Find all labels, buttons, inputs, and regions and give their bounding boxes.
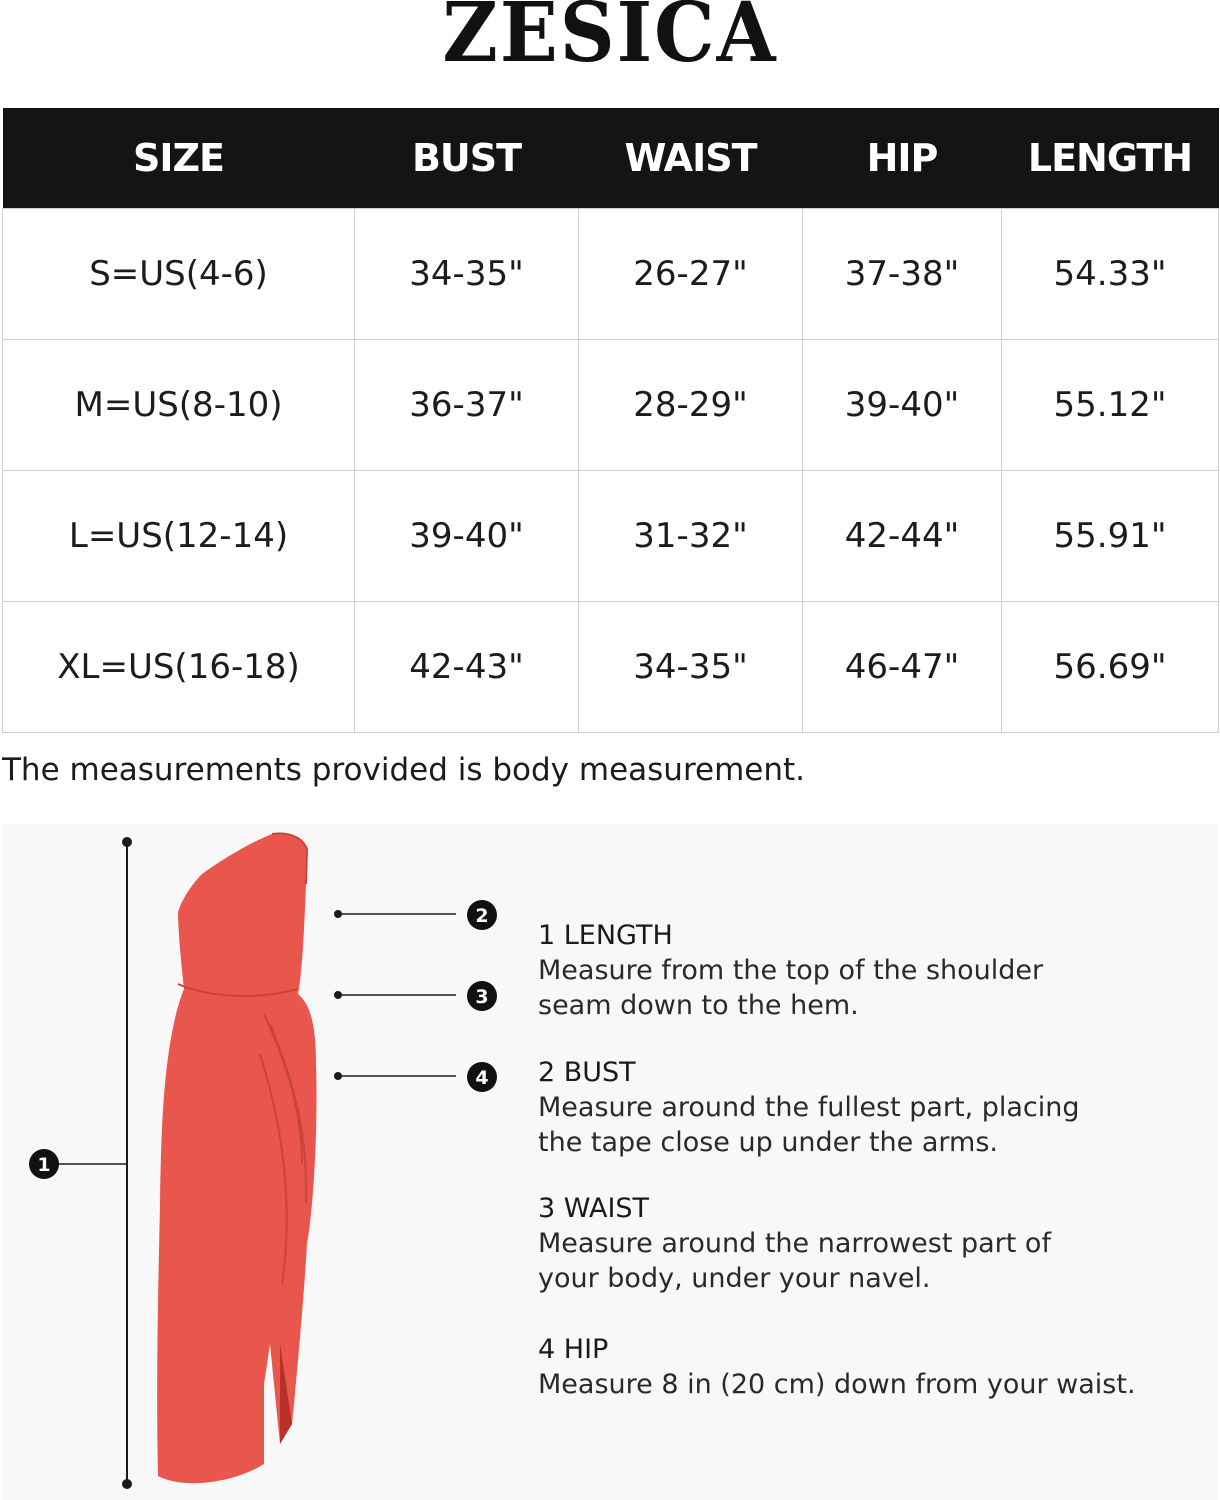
table-row — [3, 209, 1219, 340]
marker-3-label: 3 — [475, 986, 489, 1008]
cell-hip: 42-44" — [803, 471, 1002, 602]
header-hip: HIP — [803, 108, 1002, 209]
guide-desc: Measure around the narrowest part of — [538, 1228, 1051, 1259]
cell-size: L=US(12-14) — [3, 471, 355, 602]
header-size: SIZE — [3, 108, 355, 209]
guide-desc: Measure from the top of the shoulder — [538, 955, 1044, 986]
table-row — [3, 602, 1219, 733]
header-length: LENGTH — [1002, 108, 1219, 209]
cell-hip: 46-47" — [803, 602, 1002, 733]
guide-length — [538, 918, 1178, 1023]
cell-bust: 34-35" — [355, 209, 579, 340]
cell-length: 56.69" — [1002, 602, 1219, 733]
red-dress-illustration — [157, 834, 316, 1484]
cell-hip: 39-40" — [803, 340, 1002, 471]
cell-waist: 28-29" — [579, 340, 803, 471]
guide-title: 1 LENGTH — [538, 920, 673, 951]
guide-desc: Measure around the fullest part, placing — [538, 1092, 1080, 1123]
cell-length: 55.12" — [1002, 340, 1219, 471]
guide-hip — [538, 1332, 1178, 1402]
guide-desc: Measure 8 in (20 cm) down from your waist. — [538, 1369, 1136, 1400]
measurement-note: The measurements provided is body measurement. — [2, 752, 806, 788]
guide-title: 2 BUST — [538, 1057, 636, 1088]
guide-title: 4 HIP — [538, 1334, 609, 1365]
cell-hip: 37-38" — [803, 209, 1002, 340]
cell-waist: 34-35" — [579, 602, 803, 733]
table-header-row — [3, 108, 1219, 209]
marker-4-label: 4 — [475, 1067, 489, 1089]
cell-waist: 31-32" — [579, 471, 803, 602]
table-row — [3, 471, 1219, 602]
cell-size: S=US(4-6) — [3, 209, 355, 340]
guide-title: 3 WAIST — [538, 1193, 650, 1224]
marker-line-bust — [334, 910, 456, 918]
table-row — [3, 340, 1219, 471]
header-bust: BUST — [355, 108, 579, 209]
marker-3-badge — [467, 981, 497, 1011]
size-chart-table — [2, 108, 1219, 733]
brand-logo: ZESICA — [442, 0, 778, 81]
marker-2-label: 2 — [475, 905, 489, 927]
cell-length: 54.33" — [1002, 209, 1219, 340]
guide-bust — [538, 1055, 1178, 1160]
marker-1-label: 1 — [37, 1154, 51, 1176]
marker-2-badge — [467, 900, 497, 930]
marker-4-badge — [467, 1062, 497, 1092]
cell-bust: 42-43" — [355, 602, 579, 733]
marker-1-badge — [29, 1149, 59, 1179]
marker-line-hip — [334, 1072, 456, 1080]
cell-length: 55.91" — [1002, 471, 1219, 602]
marker-line-waist — [334, 991, 456, 999]
guide-desc: seam down to the hem. — [538, 990, 859, 1021]
guide-desc: your body, under your navel. — [538, 1263, 931, 1294]
guide-waist — [538, 1191, 1178, 1296]
guide-desc: the tape close up under the arms. — [538, 1127, 998, 1158]
cell-size: XL=US(16-18) — [3, 602, 355, 733]
cell-bust: 39-40" — [355, 471, 579, 602]
cell-size: M=US(8-10) — [3, 340, 355, 471]
header-waist: WAIST — [579, 108, 803, 209]
cell-bust: 36-37" — [355, 340, 579, 471]
cell-waist: 26-27" — [579, 209, 803, 340]
